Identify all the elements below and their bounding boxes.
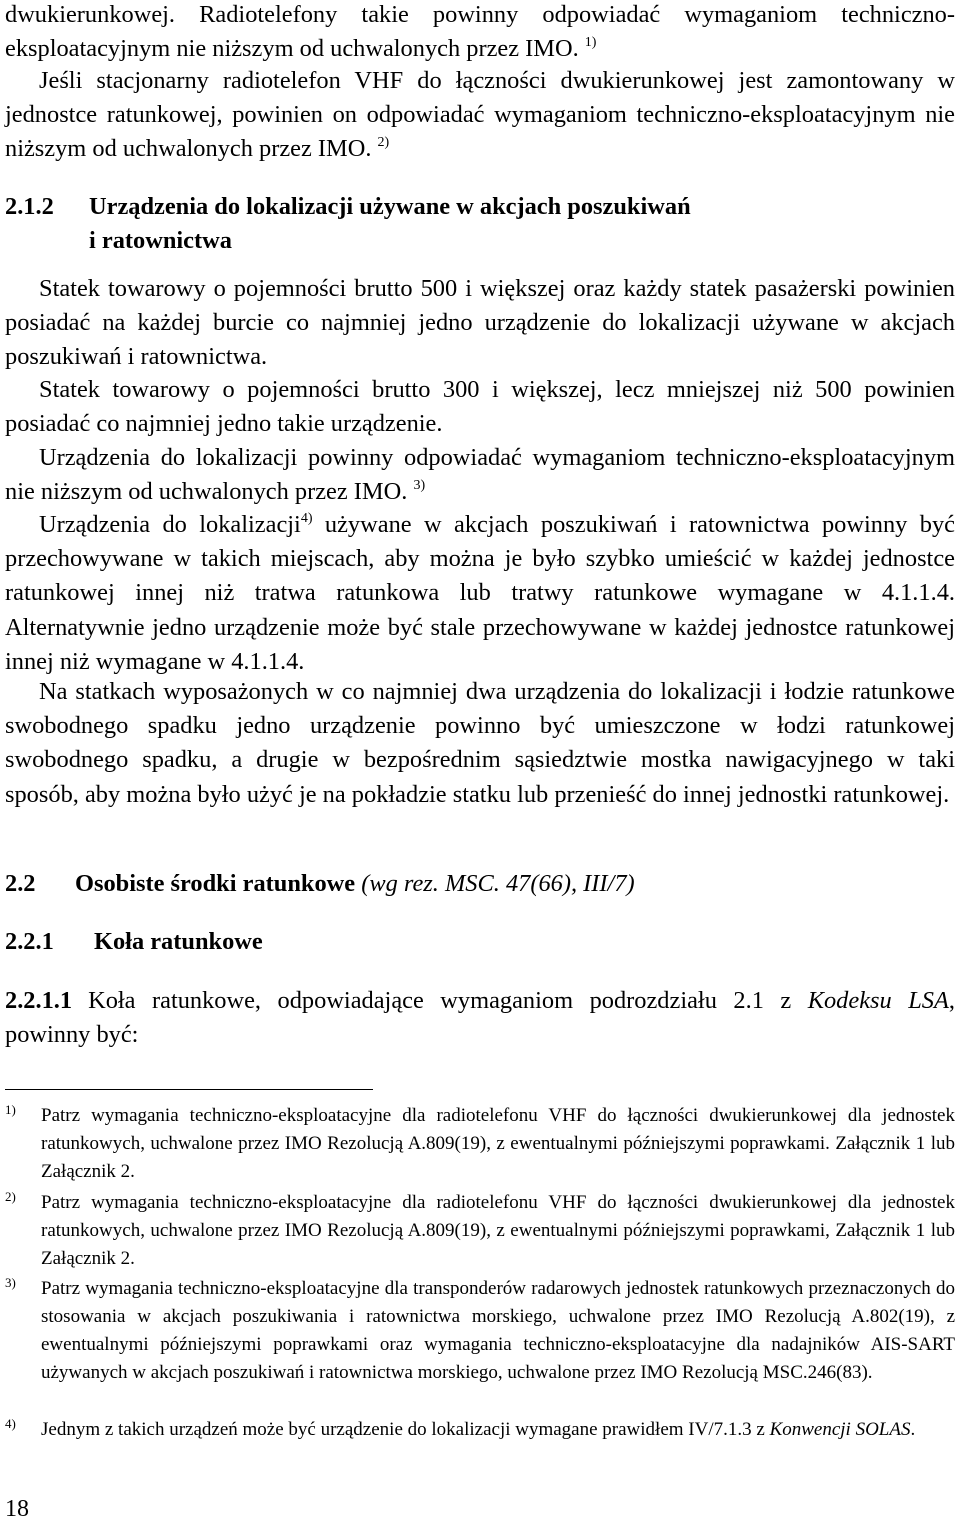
- footnote-3-text: Patrz wymagania techniczno-eksploatacyjne dla transponderów radarowych jednostek ratunkowych przeznaczonych do stosowania w akcjach poszukiwania i ratownictwa morskiego, uchwalone przez IMO Rezolucją A.802(19), z ewentualnymi późniejszymi poprawkami oraz wymagania techniczno-eksploatacyjne dla nadajników AIS-SART używanych w akcjach poszukiwań i ratownictwa morskiego, uchwalone przez IMO Rezolucją MSC.246(83).: [41, 1278, 955, 1383]
- section-2-2-1-title: Koła ratunkowe: [94, 928, 263, 955]
- footnote-4-text-b: .: [910, 1419, 916, 1440]
- footnote-4-text-a: Jednym z takich urządzeń może być urządzenie do lokalizacji wymagane prawidłem IV/7.1.3 z: [41, 1419, 770, 1440]
- section-2-1-2-paragraph-4: [5, 508, 955, 679]
- footnote-2: [5, 1189, 955, 1273]
- page-number: 18: [5, 1496, 29, 1522]
- section-2-1-2-paragraph-3-text: Urządzenia do lokalizacji powinny odpowiadać wymaganiom techniczno-eksploatacyjnym nie niższym od uchwalonych przez IMO.: [5, 444, 955, 506]
- section-2-2-heading: [5, 867, 955, 901]
- footnote-4-convention: Konwencji SOLAS: [769, 1419, 911, 1440]
- section-2-2-1-1-text-a: Koła ratunkowe, odpowiadające wymaganiom podrozdziału 2.1 z: [88, 987, 808, 1014]
- footnote-ref-2: 2): [377, 135, 390, 151]
- section-2-2-1-heading: [5, 925, 955, 959]
- section-2-2-reference: (wg rez. MSC. 47(66), III/7): [361, 870, 635, 897]
- footnote-1: [5, 1102, 955, 1186]
- section-2-1-2-title-line-2: i ratownictwa: [89, 227, 232, 254]
- section-2-1-2-heading: [5, 190, 955, 258]
- intro-paragraph-2: [5, 64, 955, 167]
- section-2-1-2-paragraph-4-rest: używane w akcjach poszukiwań i ratownictwa powinny być przechowywane w takich miejscach, aby można je było szybko umieścić w każdej jednostce ratunkowej innej niż tratwa ratunkowa lub tratwy ratunkowe wymagane w 4.1.1.4. Alternatywnie jedno urządzenie może być stale przechowywane w każdej jednostce ratunkowej innej niż wymagane w 4.1.1.4.: [5, 511, 955, 675]
- section-2-1-2-title-line-1: Urządzenia do lokalizacji używane w akcjach poszukiwań: [89, 193, 691, 220]
- section-2-2-1-1-code-name: Kodeksu LSA: [807, 987, 949, 1014]
- footnote-2-text: Patrz wymagania techniczno-eksploatacyjne dla radiotelefonu VHF do łączności dwukierunkowej dla jednostek ratunkowych, uchwalone przez IMO Rezolucją A.809(19), z ewentualnymi późniejszymi poprawkami, Załącznik 1 lub Załącznik 2.: [41, 1192, 955, 1269]
- footnote-ref-4: 4): [300, 511, 313, 526]
- footnote-ref-1: 1): [584, 35, 597, 51]
- section-2-2-number: 2.2: [5, 870, 36, 897]
- footnote-3: [5, 1275, 955, 1387]
- footnote-separator: [5, 1089, 373, 1090]
- section-2-1-2-paragraph-5: Na statkach wyposażonych w co najmniej dwa urządzenia do lokalizacji i łodzie ratunkowe swobodnego spadku jedno urządzenie powinno być umieszczone w łodzi ratunkowej swobodnego spadku, a drugie w bezpośrednim sąsiedztwie mostka nawigacyjnego w taki sposób, aby można było użyć je na pokładzie statku lub przenieść do innej jednostki ratunkowej.: [5, 678, 955, 808]
- section-2-2-1-1-paragraph: [5, 984, 955, 1052]
- section-2-1-2-paragraph-1: Statek towarowy o pojemności brutto 500 i większej oraz każdy statek pasażerski powinien posiadać na każdej burcie co najmniej jedno urządzenie do lokalizacji używane w akcjach poszukiwań i ratownictwa.: [5, 275, 955, 371]
- section-2-2-title: Osobiste środki ratunkowe: [75, 870, 356, 897]
- footnote-4: [5, 1416, 955, 1444]
- footnote-2-mark: 2): [5, 1189, 16, 1204]
- footnote-4-mark: 4): [5, 1416, 16, 1431]
- section-2-2-1-1-text-b: , powinny być:: [5, 987, 955, 1049]
- section-2-2-1-number: 2.2.1: [5, 928, 54, 955]
- section-2-1-2-paragraph-3: [5, 441, 955, 509]
- footnote-ref-3: 3): [413, 478, 426, 494]
- intro-paragraph-1-text: dwukierunkowej. Radiotelefony takie powinny odpowiadać wymaganiom techniczno-eksploatacyjnym nie niższym od uchwalonych przez IMO.: [5, 1, 955, 63]
- footnote-1-text: Patrz wymagania techniczno-eksploatacyjne dla radiotelefonu VHF do łączności dwukierunkowej dla jednostek ratunkowych, uchwalone przez IMO Rezolucją A.809(19), z ewentualnymi późniejszymi poprawkami. Załącznik 1 lub Załącznik 2.: [41, 1105, 955, 1182]
- section-2-1-2-paragraph-2: Statek towarowy o pojemności brutto 300 i większej, lecz mniejszej niż 500 powinien posiadać co najmniej jedno takie urządzenie.: [5, 376, 955, 438]
- footnote-3-mark: 3): [5, 1275, 16, 1290]
- section-2-1-2-paragraph-4-start: Urządzenia do lokalizacji: [39, 511, 301, 538]
- section-2-2-1-1-number: 2.2.1.1: [5, 987, 73, 1014]
- intro-paragraph-1: [5, 0, 955, 66]
- section-2-1-2-number: 2.1.2: [5, 193, 54, 220]
- intro-paragraph-2-text: Jeśli stacjonarny radiotelefon VHF do łączności dwukierunkowej jest zamontowany w jednostce ratunkowej, powinien on odpowiadać wymaganiom techniczno-eksploatacyjnym nie niższym od uchwalonych przez IMO.: [5, 67, 955, 163]
- footnote-1-mark: 1): [5, 1102, 16, 1117]
